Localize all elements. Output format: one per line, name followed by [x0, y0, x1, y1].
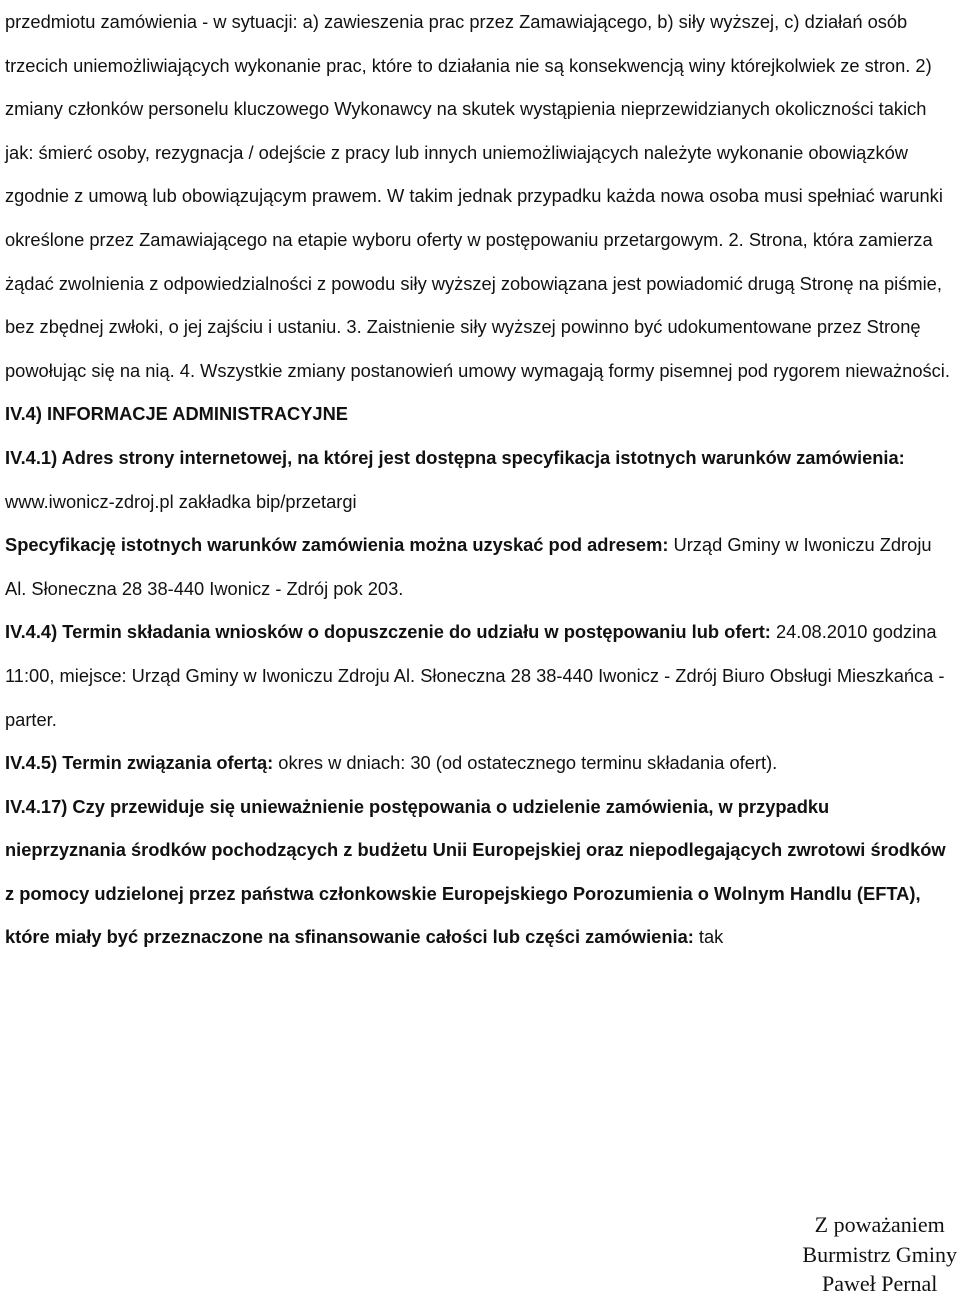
iv-4-4-value: 24.08.2010 godzina 11:00, miejsce: Urząd Gminy w Iwoniczu Zdroju Al. Słoneczna 28 38-440 Iwonicz - Zdrój Biuro Obsługi Mieszkańca - parter. [5, 621, 945, 730]
iv-4-1-value: www.iwonicz-zdroj.pl zakładka bip/przetargi [5, 490, 357, 512]
signature-greeting: Z poważaniem [814, 1212, 945, 1237]
paragraph-specification-address [5, 523, 955, 610]
paragraph-iv-4-4 [5, 610, 955, 741]
iv-4-17-value: tak [693, 926, 724, 948]
section-heading-administrative-info: IV.4) INFORMACJE ADMINISTRACYJNE [5, 403, 348, 425]
signature-block [802, 1210, 957, 1299]
iv-4-1-label: IV.4.1) Adres strony internetowej, na której jest dostępna specyfikacja istotnych warunków zamówienia: [5, 446, 905, 468]
spec-value: Urząd Gminy w Iwoniczu Zdroju Al. Słoneczna 28 38-440 Iwonicz - Zdrój pok 203. [5, 534, 932, 599]
iv-4-5-label: IV.4.5) Termin związania ofertą: [5, 752, 274, 774]
iv-4-17-label: IV.4.17) Czy przewiduje się unieważnienie postępowania o udzielenie zamówienia, w przypadku nieprzyznania środków pochodzących z budżetu Unii Europejskiej oraz niepodlegających zwrotowi środków z pomocy udzielonej przez państwa członkowskie Europejskiego Porozumienia o Wolnym Handlu (EFTA), które miały być przeznaczone na sfinansowanie całości lub części zamówienia: [5, 795, 946, 948]
paragraph-iv-4-1 [5, 436, 955, 523]
spec-label: Specyfikację istotnych warunków zamówienia można uzyskać pod adresem: [5, 534, 669, 556]
document-body [5, 0, 955, 959]
paragraph-iv-4-5 [5, 741, 955, 785]
iv-4-5-value: okres w dniach: 30 (od ostatecznego terminu składania ofert). [273, 752, 778, 774]
paragraph-contract-changes: przedmiotu zamówienia - w sytuacji: a) zawieszenia prac przez Zamawiającego, b) siły wyższej, c) działań osób trzecich uniemożliwiających wykonanie prac, które to działania nie są konsekwencją winy którejkolwiek ze stron. 2) zmiany członków personelu kluczowego Wykonawcy na skutek wystąpienia nieprzewidzianych okoliczności takich jak: śmierć osoby, rezygnacja / odejście z pracy lub innych uniemożliwiających należyte wykonanie obowiązków zgodnie z umową lub obowiązującym prawem. W takim jednak przypadku każda nowa osoba musi spełniać warunki określone przez Zamawiającego na etapie wyboru oferty w postępowaniu przetargowym. 2. Strona, która zamierza żądać zwolnienia z odpowiedzialności z powodu siły wyższej zobowiązana jest powiadomić drugą Stronę na piśmie, bez zbędnej zwłoki, o jej zajściu i ustaniu. 3. Zaistnienie siły wyższej powinno być udokumentowane przez Stronę powołując się na nią. 4. Wszystkie zmiany postanowień umowy wymagają formy pisemnej pod rygorem nieważności. [5, 11, 950, 381]
iv-4-4-label: IV.4.4) Termin składania wniosków o dopuszczenie do udziału w postępowaniu lub ofert: [5, 621, 771, 643]
signature-title: Burmistrz Gminy [802, 1241, 957, 1267]
signature-name: Paweł Pernal [821, 1271, 938, 1296]
paragraph-iv-4-17 [5, 785, 955, 959]
